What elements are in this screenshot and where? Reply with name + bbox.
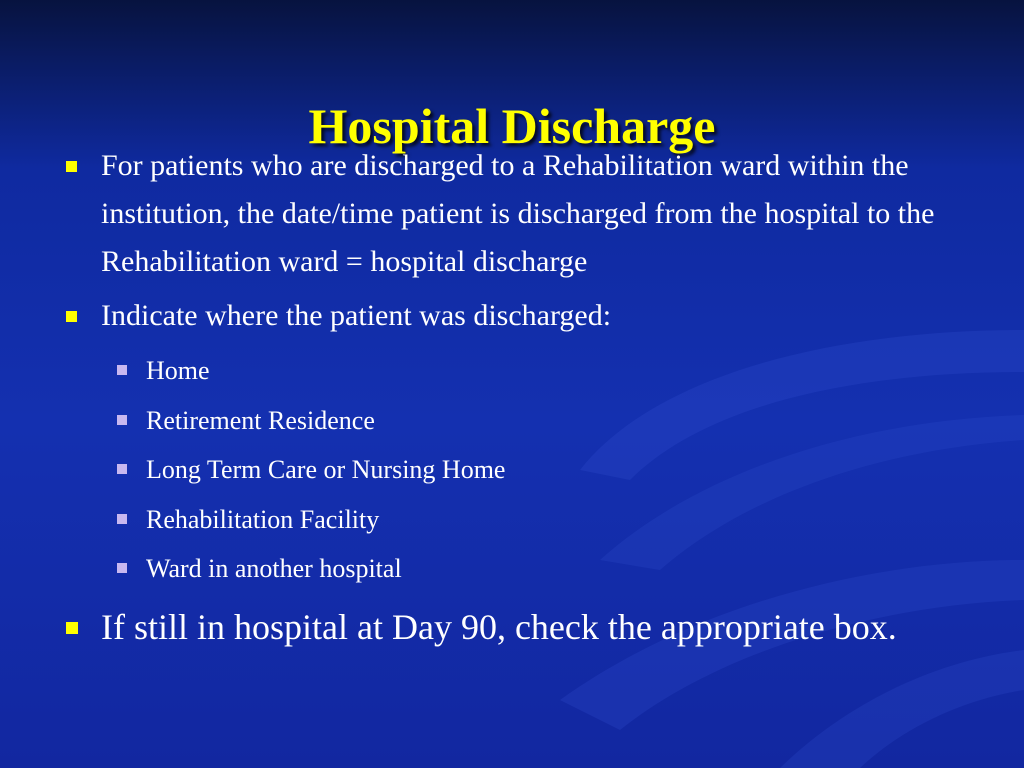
list-item [60, 346, 970, 396]
discharge-location-list [60, 346, 970, 594]
square-bullet-icon [117, 464, 127, 474]
bullet-day-90 [60, 601, 970, 653]
square-bullet-icon [117, 563, 127, 573]
list-item-text: Retirement Residence [146, 405, 375, 435]
list-item-text: Long Term Care or Nursing Home [146, 455, 506, 484]
bullet-text: Indicate where the patient was discharged: [101, 299, 612, 332]
bullet-text: For patients who are discharged to a Rehabilitation ward within the institution, the date/time patient is discharged from the hospital to the Rehabilitation ward = hospital discharge [101, 149, 935, 278]
list-item-text: Ward in another hospital [146, 554, 402, 583]
square-bullet-icon [117, 415, 127, 425]
bullet-discharge-definition [60, 142, 970, 286]
square-bullet-icon [117, 365, 127, 375]
square-bullet-icon [66, 161, 77, 172]
list-item-text: Rehabilitation Facility [146, 504, 380, 534]
list-item [60, 396, 970, 446]
bullet-text: If still in hospital at Day 90, check the appropriate box. [101, 606, 897, 647]
slide-title: Hospital Discharge [308, 97, 716, 154]
slide-content [60, 142, 970, 659]
square-bullet-icon [66, 311, 77, 322]
list-item [60, 544, 970, 594]
list-item-text: Home [146, 356, 210, 385]
list-item [60, 495, 970, 545]
bullet-discharge-location [60, 292, 970, 340]
list-item [60, 445, 970, 495]
square-bullet-icon [117, 514, 127, 524]
square-bullet-icon [66, 622, 78, 634]
